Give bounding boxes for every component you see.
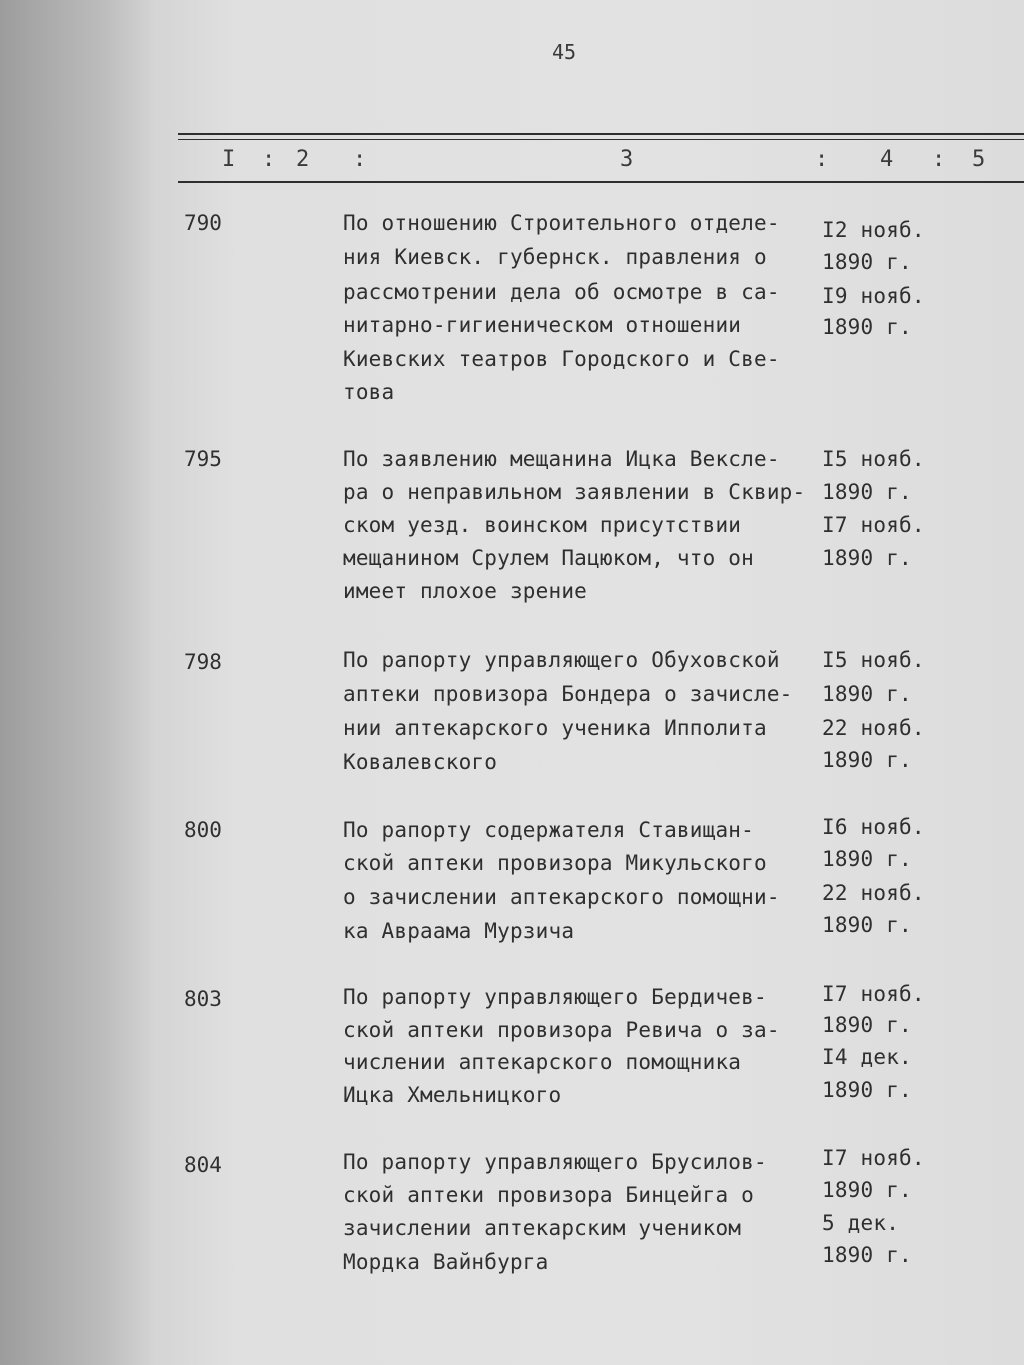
column-header-2: 2 [296,147,310,172]
entry-number: 795 [184,447,222,471]
entry-text-line: ском уезд. воинском присутствии [343,513,742,537]
entry-date-line: I4 дек. [822,1045,912,1069]
entry-text-line: По рапорту управляющего Обуховской [343,648,780,672]
column-separator: : [353,147,367,172]
column-header-3: 3 [620,147,634,172]
entry-date-line: 5 дек. [822,1211,900,1235]
entry-number: 790 [184,211,222,235]
entry-text-line: ской аптеки провизора Микульского [343,851,767,875]
entry-date-line: 1890 г. [822,913,912,937]
table-header-bottom-rule [178,181,1024,183]
entry-date-line: I9 нояб. [822,284,925,308]
entry-text-line: По рапорту управляющего Бердичев- [343,985,767,1009]
table-top-rule-thin [178,139,1024,140]
entry-text-line: ской аптеки провизора Ревича о за- [343,1018,780,1042]
entry-text-line: ской аптеки провизора Бинцейга о [343,1183,754,1207]
entry-date-line: 1890 г. [822,250,912,274]
entry-date-line: 1890 г. [822,1078,912,1102]
entry-date-line: I2 нояб. [822,218,925,242]
entry-text-line: По отношению Строительного отделе- [343,211,780,235]
entry-number: 800 [184,818,222,842]
entry-date-line: 1890 г. [822,315,912,339]
entry-number: 803 [184,987,222,1011]
entry-date-line: I5 нояб. [822,648,925,672]
entry-text-line: ния Киевск. губернск. правления о [343,245,767,269]
entry-date-line: I7 нояб. [822,982,925,1006]
entry-date-line: 1890 г. [822,748,912,772]
entry-number: 804 [184,1153,222,1177]
entry-text-line: ра о неправильном заявлении в Сквир- [343,480,806,504]
entry-date-line: 1890 г. [822,682,912,706]
entry-text-line: зачислении аптекарским учеником [343,1216,742,1240]
entry-date-line: I6 нояб. [822,815,925,839]
entry-date-line: 1890 г. [822,1243,912,1267]
entry-date-line: I7 нояб. [822,1146,925,1170]
entry-text-line: имеет плохое зрение [343,579,588,603]
entry-text-line: нии аптекарского ученика Ипполита [343,716,767,740]
entry-text-line: рассмотрении дела об осмотре в са- [343,280,780,304]
entry-date-line: 1890 г. [822,480,912,504]
entry-text-line: нитарно-гигиеническом отношении [343,313,742,337]
entry-number: 798 [184,650,222,674]
page-number: 45 [552,40,577,64]
column-header-1: I [222,147,236,172]
entry-date-line: 22 нояб. [822,881,925,905]
column-separator: : [932,147,946,172]
entry-date-line: 1890 г. [822,1178,912,1202]
entry-text-line: По заявлению мещанина Ицка Вексле- [343,447,780,471]
entry-date-line: 1890 г. [822,1013,912,1037]
entry-text-line: аптеки провизора Бондера о зачисле- [343,682,793,706]
column-header-4: 4 [880,147,894,172]
column-separator: : [262,147,276,172]
entry-text-line: По рапорту содержателя Ставищан- [343,818,754,842]
entry-text-line: мещанином Срулем Пацюком, что он [343,546,754,570]
entry-text-line: това [343,380,395,404]
entry-text-line: По рапорту управляющего Брусилов- [343,1150,767,1174]
entry-date-line: I7 нояб. [822,513,925,537]
entry-text-line: Мордка Вайнбурга [343,1250,549,1274]
column-separator: : [815,147,829,172]
entry-date-line: 1890 г. [822,847,912,871]
entry-date-line: 22 нояб. [822,716,925,740]
entry-text-line: ка Авраама Мурзича [343,919,575,943]
entry-date-line: I5 нояб. [822,447,925,471]
entry-text-line: Ковалевского [343,750,498,774]
previous-page-edge [0,0,150,1365]
entry-text-line: о зачислении аптекарского помощни- [343,885,780,909]
column-header-5: 5 [972,147,986,172]
entry-date-line: 1890 г. [822,546,912,570]
entry-text-line: числении аптекарского помощника [343,1050,742,1074]
table-top-rule [178,133,1024,135]
entry-text-line: Ицка Хмельницкого [343,1083,562,1107]
entry-text-line: Киевских театров Городского и Свe- [343,347,780,371]
